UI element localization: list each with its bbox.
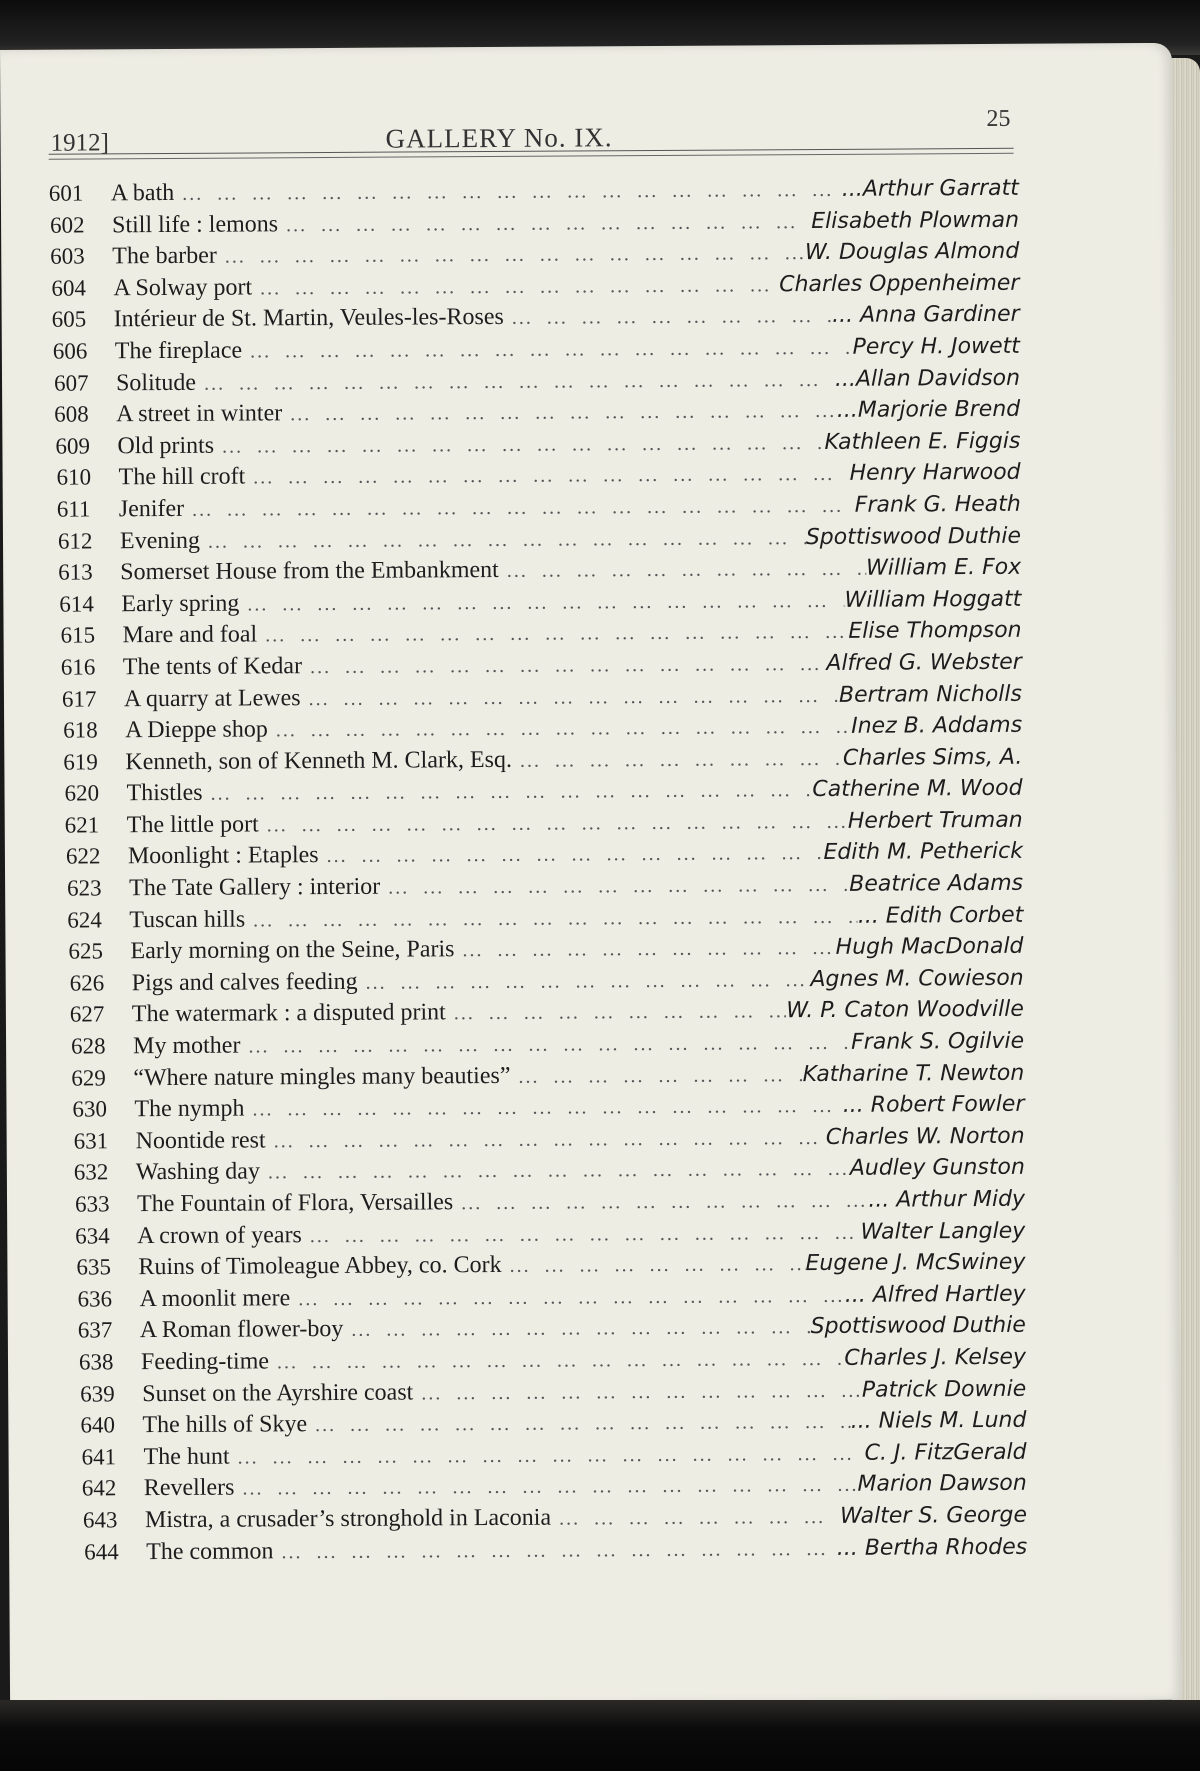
leader-dots [504, 301, 832, 335]
entry-number: 636 [77, 1286, 113, 1312]
entry-artist: Beatrice Adams [849, 870, 1024, 897]
entry-artist: ... Alfred Hartley [844, 1281, 1026, 1308]
entry-artist: Percy H. Jowett [852, 333, 1020, 360]
entry-title: A moonlit mere [139, 1285, 291, 1312]
entry-artist: ... Niels M. Lund [850, 1407, 1027, 1434]
entry-title: Noontide rest [135, 1127, 266, 1155]
entry-artist: Henry Harwood [849, 460, 1021, 487]
entry-artist: Elisabeth Plowman [811, 207, 1020, 234]
entry-number: 639 [80, 1380, 115, 1407]
entry-artist: Catherine M. Wood [812, 776, 1023, 803]
entry-number: 610 [56, 464, 92, 491]
entry-artist: Bertram Nicholls [838, 681, 1023, 708]
entry-number: 642 [81, 1475, 117, 1501]
entry-number: 643 [82, 1507, 118, 1533]
entry-artist: W. P. Caton Woodville [786, 997, 1024, 1024]
entry-number: 621 [64, 812, 100, 838]
entry-number: 620 [64, 780, 100, 806]
leader-dots [510, 1060, 802, 1093]
entry-artist: Charles J. Kelsey [844, 1344, 1027, 1371]
entry-number: 617 [61, 685, 97, 712]
entry-artist: Audley Gunston [849, 1155, 1025, 1182]
entry-title: A Dieppe shop [125, 716, 268, 744]
entry-number: 609 [55, 433, 90, 459]
entry-artist: Kathleen E. Figgis [824, 428, 1021, 455]
entry-title: A crown of years [137, 1221, 302, 1249]
entry-title: “Where nature mingles many beauties” [133, 1062, 511, 1091]
entry-number: 623 [67, 875, 102, 901]
leader-dots [273, 1533, 837, 1568]
entry-title: Still life : lemons [111, 210, 279, 238]
entry-title: Solitude [115, 369, 197, 396]
entry-number: 607 [53, 370, 89, 396]
entry-title: Early morning on the Seine, Paris [130, 936, 455, 965]
entry-artist: ... Bertha Rhodes [836, 1534, 1028, 1561]
entry-title: The fireplace [114, 337, 243, 365]
entry-number: 619 [63, 749, 98, 775]
entry-artist: Herbert Truman [847, 807, 1023, 834]
entry-title: The hunt [143, 1443, 230, 1470]
entry-number: 604 [51, 275, 87, 301]
entry-number: 606 [52, 338, 88, 364]
entry-title: A bath [110, 179, 175, 207]
entry-title: The tents of Kedar [122, 653, 303, 681]
leader-dots [499, 554, 866, 588]
entry-title: Somerset House from the Embankment [120, 557, 499, 586]
entry-artist: Katharine T. Newton [802, 1060, 1025, 1087]
entry-title: Thistles [126, 780, 203, 807]
entry-artist: ... Arthur Midy [868, 1186, 1026, 1213]
entry-number: 603 [50, 243, 85, 269]
page-number: 25 [986, 105, 1011, 132]
entry-number: 614 [59, 591, 94, 617]
leader-dots [512, 744, 843, 778]
entry-number: 628 [71, 1033, 106, 1059]
leader-dots [454, 933, 835, 967]
entry-title: The nymph [134, 1095, 245, 1123]
entry-title: Revellers [143, 1474, 235, 1502]
entry-title: Tuscan hills [129, 906, 246, 933]
entry-title: Kenneth, son of Kenneth M. Clark, Esq. [125, 746, 513, 775]
entry-artist: Agnes M. Cowieson [810, 965, 1024, 992]
entry-title: Feeding-time [140, 1348, 270, 1376]
entry-title: Ruins of Timoleague Abbey, co. Cork [138, 1252, 502, 1281]
entry-number: 626 [69, 970, 105, 996]
entry-number: 622 [65, 843, 101, 870]
entry-artist: Marion Dawson [857, 1471, 1027, 1498]
entry-number: 612 [57, 527, 93, 554]
entry-number: 635 [76, 1254, 112, 1280]
entry-number: 632 [73, 1159, 109, 1185]
entry-artist: Hugh MacDonald [835, 934, 1024, 961]
entry-title: Moonlight : Etaples [127, 842, 319, 870]
entry-title: The hills of Skye [142, 1411, 308, 1439]
entry-artist: Spottiswood Duthie [810, 1313, 1026, 1340]
entry-artist: ...Allan Davidson [834, 365, 1021, 392]
entry-title: Old prints [117, 432, 215, 460]
entry-number: 605 [51, 306, 87, 333]
entry-number: 638 [78, 1349, 114, 1375]
entry-title: The little port [126, 811, 259, 839]
catalogue-page [0, 43, 1182, 1707]
leader-dots [501, 1249, 805, 1282]
entry-title: Jenifer [118, 495, 185, 523]
entry-title: My mother [133, 1032, 241, 1060]
book-cover-bottom [0, 1700, 1200, 1771]
entry-artist: Elise Thompson [848, 618, 1022, 645]
entry-number: 640 [80, 1412, 115, 1438]
entry-artist: Patrick Downie [861, 1376, 1027, 1403]
entry-title: Mistra, a crusader’s stronghold in Laconia [144, 1504, 552, 1534]
entry-number: 602 [49, 212, 85, 238]
entry-number: 644 [84, 1538, 119, 1565]
entry-title: A Roman flower-boy [139, 1316, 344, 1344]
page-header [50, 105, 1011, 157]
entry-number: 630 [72, 1096, 108, 1122]
entry-list [49, 172, 1027, 1568]
entry-title: Washing day [135, 1158, 260, 1186]
entry-artist: William Hoggatt [844, 586, 1022, 613]
entry-number: 611 [56, 496, 91, 522]
entry-title: A quarry at Lewes [123, 684, 301, 712]
entry-artist: Eugene J. McSwiney [805, 1249, 1026, 1277]
entry-artist: Walter Langley [860, 1218, 1026, 1245]
entry-artist: ... Robert Fowler [842, 1091, 1025, 1119]
entry-title: The Fountain of Flora, Versailles [136, 1189, 454, 1218]
running-head-year: 1912] [50, 129, 109, 157]
entry-number: 627 [69, 1001, 105, 1028]
entry-artist: Frank G. Heath [854, 491, 1021, 518]
entry-artist: ...Marjorie Brend [836, 396, 1021, 424]
gallery-title: GALLERY No. IX. [385, 122, 613, 154]
entry-title: Mare and foal [122, 621, 258, 649]
entry-number: 629 [71, 1064, 106, 1091]
entry-artist: Edith M. Petherick [823, 839, 1023, 866]
entry-artist: Spottiswood Duthie [805, 523, 1022, 550]
entry-number: 615 [60, 622, 96, 648]
entry-number: 625 [68, 938, 104, 964]
entry-number: 624 [67, 907, 102, 933]
entry-artist: W. Douglas Almond [804, 238, 1020, 266]
leader-dots [446, 997, 787, 1031]
entry-title: The common [146, 1537, 274, 1565]
entry-number: 637 [77, 1317, 113, 1343]
entry-title: Pigs and calves feeding [131, 968, 358, 997]
entry-number: 631 [73, 1128, 109, 1154]
entry-number: 641 [81, 1444, 117, 1470]
entry-artist: Charles Oppenheimer [779, 270, 1020, 298]
entry-artist: ... Edith Corbet [857, 902, 1024, 929]
entry-number: 634 [75, 1222, 110, 1249]
leader-dots [551, 1502, 840, 1535]
entry-artist: C. J. FitzGerald [864, 1439, 1027, 1466]
entry-title: Early spring [121, 590, 240, 617]
entry-artist: Inez B. Addams [851, 712, 1023, 739]
entry-title: The hill croft [118, 463, 246, 491]
entry-number: 601 [48, 180, 84, 206]
catalogue-entry [57, 1530, 1027, 1568]
entry-number: 608 [54, 401, 89, 427]
entry-number: 633 [74, 1191, 110, 1217]
entry-artist: ... Anna Gardiner [832, 302, 1020, 329]
entry-number: 613 [58, 559, 93, 585]
entry-title: The watermark : a disputed print [131, 999, 446, 1028]
entry-title: Sunset on the Ayrshire coast [142, 1379, 414, 1407]
entry-artist: Frank S. Ogilvie [851, 1028, 1025, 1055]
entry-artist: William E. Fox [865, 554, 1022, 581]
entry-artist: Alfred G. Webster [826, 649, 1022, 676]
entry-artist: Charles Sims, A. [842, 744, 1023, 771]
entry-number: 618 [63, 717, 98, 743]
entry-number: 616 [60, 654, 96, 680]
entry-title: Evening [119, 527, 201, 554]
entry-artist: Walter S. George [840, 1502, 1028, 1529]
entry-title: Intérieur de St. Martin, Veules-les-Roses [113, 304, 504, 333]
entry-title: The barber [112, 242, 217, 270]
entry-artist: ...Arthur Garratt [841, 175, 1019, 202]
entry-title: The Tate Gallery : interior [129, 873, 381, 902]
entry-title: A street in winter [116, 400, 283, 428]
entry-title: A Solway port [113, 274, 253, 302]
entry-artist: Charles W. Norton [825, 1123, 1025, 1150]
